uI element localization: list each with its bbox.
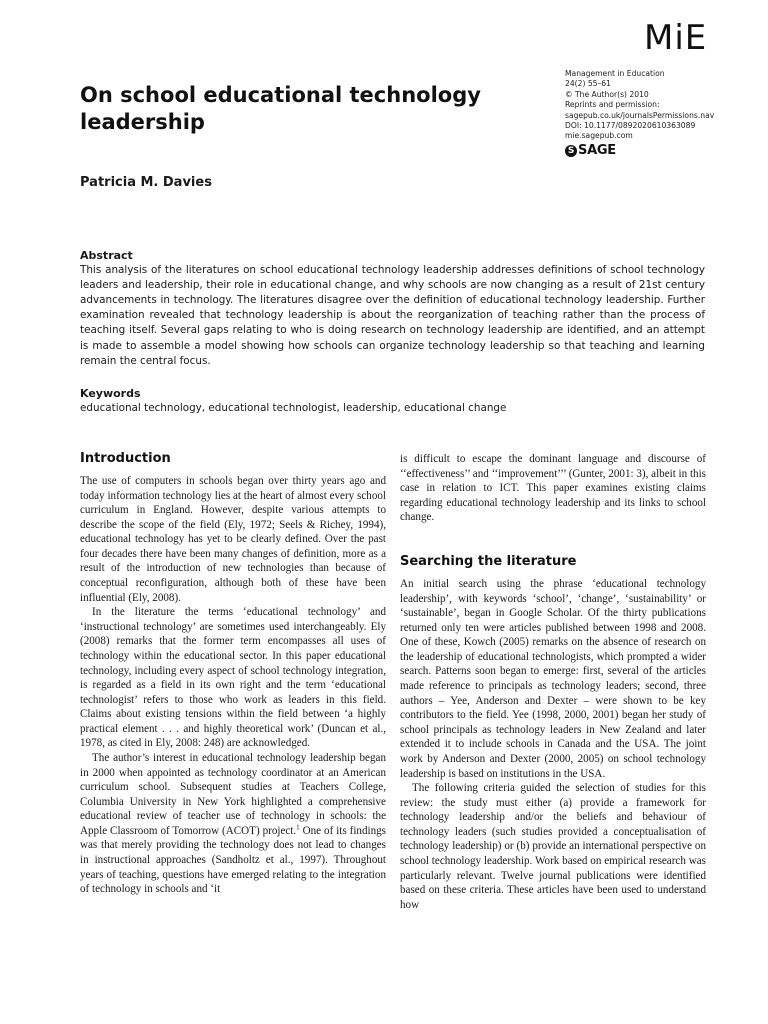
meta-journal-site[interactable]: mie.sagepub.com — [565, 131, 633, 141]
intro-paragraph-3-part-b: One of its findings was that merely providing the technology does not lead to changes in instructional approaches (Sandholtz et al., 1997). Throughout years of teaching, questions have emerged relating to the integration of technology in schools and ‘it — [80, 824, 386, 896]
meta-permissions-link[interactable]: sagepub.co.uk/journalsPermissions.nav — [565, 110, 715, 120]
footnote-marker[interactable]: 1 — [296, 823, 300, 832]
meta-doi[interactable]: DOI: 10.1177/0892020610363089 — [565, 121, 696, 131]
search-heading: Searching the literature — [400, 554, 577, 569]
journal-logo: MiE — [644, 18, 708, 58]
meta-volume: 24(2) 55–61 — [565, 79, 611, 89]
keywords-text: educational technology, educational technologist, leadership, educational change — [80, 402, 507, 414]
right-column-top — [400, 452, 706, 525]
abstract — [80, 248, 705, 369]
article-title: On school educational technology leadership — [80, 83, 481, 134]
abstract-heading: Abstract — [80, 249, 133, 262]
left-column — [80, 474, 386, 897]
article-author: Patricia M. Davies — [80, 175, 212, 190]
meta-reprints: Reprints and permission: — [565, 100, 660, 110]
intro-paragraph-1: The use of computers in schools began over thirty years ago and today information technology lies at the heart of almost every school curriculum in England. However, despite various attempts to describe the scope of the field (Ely, 1972; Seels & Richey, 1994), educational technology has yet to be clearly defined. Over the past four decades there have been many changes of definition, more as a result of the introduction of new technologies than because of conceptual reconfiguration, although both of these have been influential (Ely, 2008). — [80, 475, 386, 604]
keywords — [80, 386, 705, 416]
introduction-heading: Introduction — [80, 451, 171, 466]
keywords-heading: Keywords — [80, 387, 141, 400]
right-column-search — [400, 577, 706, 912]
search-paragraph-2: The following criteria guided the selection of studies for this review: the study must either (a) provide a framework for technology leadership and/or the beliefs and behaviour of technology leaders (such studies provided a conceptualisation of technology leadership) or (b) provide an international perspective on school technology leadership. Work based on empirical research was particularly relevant. Twelve journal publications were identified based on these criteria. These articles have been used to understand how — [400, 782, 706, 911]
search-paragraph-1: An initial search using the phrase ‘educational technology leadership’, with keywords ‘school’, ‘change’, ‘sustainability’ or ‘sustainable’, began in Google Scholar. Of the thirty publications returned only ten were articles published between 1998 and 2008. One of these, Kowch (2005) remarks on the absence of research on the leadership of educational technologists, which prompted a wider search. Patterns soon began to emerge: first, several of the articles made reference to principals as technology leaders; second, three authors – Yee, Anderson and Dexter – were shown to be key contributors to the field. Yee (1998, 2000, 2001) began her study of school principals as technology leaders in New Zealand and later extended it to include schools in Canada and the USA. The joint work by Anderson and Dexter (2000, 2005) on school technology leadership is based on institutions in the USA. — [400, 578, 706, 780]
publisher-name: SAGE — [578, 142, 616, 158]
sage-icon: S — [565, 145, 577, 157]
meta-copyright: © The Author(s) 2010 — [565, 89, 649, 99]
intro-paragraph-2: In the literature the terms ‘educational technology’ and ‘instructional technology’ are sometimes used interchangeably. Ely (2008) remarks that the former term encompasses all uses of technology within the educational sector. In this paper educational technology, including every aspect of school technology integration, is regarded as a field in its own right and the term ‘educational technologist’ refers to those who work as leaders in this field. Claims about existing tensions within the field between ‘a highly practical element . . . and highly theoretical work’ (Duncan et al., 1978, as cited in Ely, 2008: 248) are acknowledged. — [80, 606, 386, 750]
abstract-text: This analysis of the literatures on school educational technology leadership addresses definitions of school technology leaders and leadership, their role in educational change, and why schools are now changing as a result of 21st century advancements in technology. The literatures disagree over the definition of educational technology leadership. Further examination revealed that technology leadership is about the reorganization of teaching rather than the process of teaching itself. Several gaps relating to who is doing research on technology leadership are identified, and an attempt is made to assemble a model showing how schools can organize technology leadership so that teaching and learning remain the central focus. — [80, 264, 705, 367]
intro-continuation: is difficult to escape the dominant language and discourse of ‘‘effectiveness’’ and ‘‘improvement’’’ (Gunter, 2001: 3), albeit in this case in relation to ICT. This paper examines existing claims regarding educational technology leadership and its links to school change. — [400, 453, 706, 524]
intro-paragraph-3-part-a: The author’s interest in educational technology leadership began in 2000 when appointed as technology coordinator at an American curriculum school. Subsequent studies at Teachers College, Columbia University in New York highlighted a comprehensive educational review of teacher use of technology in schools: the Apple Classroom of Tomorrow (ACOT) project. — [80, 751, 386, 837]
publisher-logo — [565, 142, 765, 158]
meta-journal-name: Management in Education — [565, 69, 665, 78]
intro-paragraph-3 — [80, 751, 386, 897]
journal-meta — [565, 69, 765, 157]
